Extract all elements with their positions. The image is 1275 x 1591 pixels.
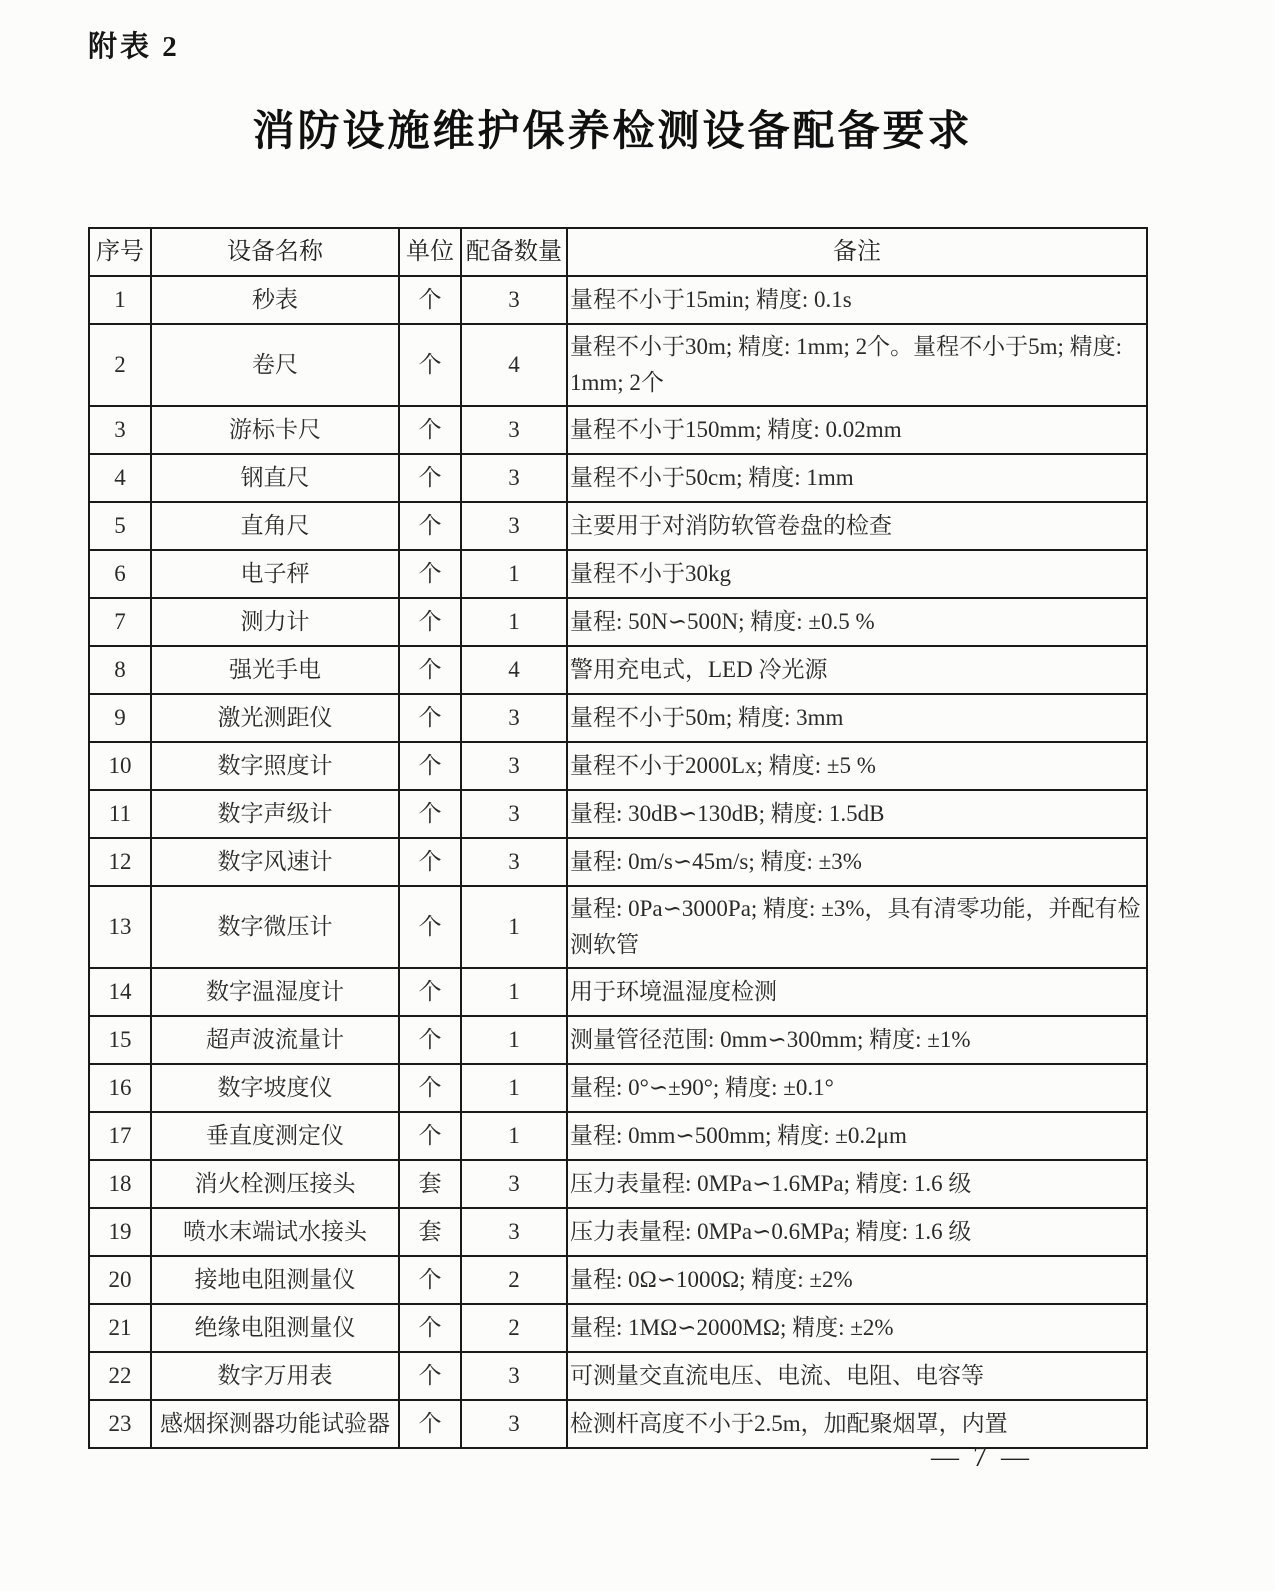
- table-row: [89, 646, 1147, 694]
- cell-equipment-name: 数字照度计: [151, 742, 399, 790]
- table-row: [89, 968, 1147, 1016]
- table-body: [89, 276, 1147, 1448]
- cell-notes: 可测量交直流电压、电流、电阻、电容等: [567, 1352, 1147, 1400]
- cell-index: 16: [89, 1064, 151, 1112]
- cell-unit: 个: [399, 646, 461, 694]
- col-header-quantity: 配备数量: [461, 228, 567, 276]
- cell-quantity: 2: [461, 1304, 567, 1352]
- table-row: [89, 276, 1147, 324]
- cell-unit: 个: [399, 1304, 461, 1352]
- cell-index: 21: [89, 1304, 151, 1352]
- cell-unit: 个: [399, 1064, 461, 1112]
- cell-index: 9: [89, 694, 151, 742]
- cell-unit: 个: [399, 502, 461, 550]
- cell-notes: 量程不小于30m; 精度: 1mm; 2个。量程不小于5m; 精度: 1mm; 2个: [567, 324, 1147, 406]
- table-row: [89, 1256, 1147, 1304]
- cell-notes: 量程: 1MΩ∽2000MΩ; 精度: ±2%: [567, 1304, 1147, 1352]
- cell-equipment-name: 数字万用表: [151, 1352, 399, 1400]
- cell-index: 22: [89, 1352, 151, 1400]
- cell-index: 3: [89, 406, 151, 454]
- cell-notes: 量程: 50N∽500N; 精度: ±0.5 %: [567, 598, 1147, 646]
- table-row: [89, 1352, 1147, 1400]
- equipment-table: [88, 227, 1148, 1449]
- page-number: — 7 —: [931, 1442, 1029, 1473]
- cell-unit: 个: [399, 1256, 461, 1304]
- cell-index: 15: [89, 1016, 151, 1064]
- table-row: [89, 694, 1147, 742]
- cell-notes: 量程不小于150mm; 精度: 0.02mm: [567, 406, 1147, 454]
- cell-index: 2: [89, 324, 151, 406]
- cell-notes: 量程不小于50cm; 精度: 1mm: [567, 454, 1147, 502]
- cell-equipment-name: 强光手电: [151, 646, 399, 694]
- cell-unit: 个: [399, 790, 461, 838]
- cell-quantity: 3: [461, 790, 567, 838]
- cell-notes: 量程: 0m/s∽45m/s; 精度: ±3%: [567, 838, 1147, 886]
- cell-index: 12: [89, 838, 151, 886]
- cell-index: 7: [89, 598, 151, 646]
- cell-equipment-name: 秒表: [151, 276, 399, 324]
- cell-equipment-name: 数字微压计: [151, 886, 399, 968]
- cell-quantity: 3: [461, 1208, 567, 1256]
- cell-equipment-name: 钢直尺: [151, 454, 399, 502]
- cell-unit: 个: [399, 454, 461, 502]
- cell-equipment-name: 喷水末端试水接头: [151, 1208, 399, 1256]
- cell-quantity: 3: [461, 1352, 567, 1400]
- cell-equipment-name: 游标卡尺: [151, 406, 399, 454]
- cell-index: 18: [89, 1160, 151, 1208]
- cell-equipment-name: 电子秤: [151, 550, 399, 598]
- cell-quantity: 3: [461, 502, 567, 550]
- cell-index: 6: [89, 550, 151, 598]
- cell-quantity: 4: [461, 324, 567, 406]
- cell-quantity: 1: [461, 550, 567, 598]
- cell-equipment-name: 数字坡度仪: [151, 1064, 399, 1112]
- cell-unit: 套: [399, 1160, 461, 1208]
- cell-quantity: 3: [461, 694, 567, 742]
- appendix-label: 附表 2: [88, 31, 180, 63]
- cell-unit: 个: [399, 886, 461, 968]
- page-title: 消防设施维护保养检测设备配备要求: [252, 109, 973, 155]
- cell-notes: 量程: 30dB∽130dB; 精度: 1.5dB: [567, 790, 1147, 838]
- cell-notes: 量程不小于50m; 精度: 3mm: [567, 694, 1147, 742]
- cell-unit: 个: [399, 276, 461, 324]
- cell-notes: 压力表量程: 0MPa∽0.6MPa; 精度: 1.6 级: [567, 1208, 1147, 1256]
- cell-quantity: 1: [461, 598, 567, 646]
- cell-index: 4: [89, 454, 151, 502]
- cell-notes: 量程: 0°∽±90°; 精度: ±0.1°: [567, 1064, 1147, 1112]
- cell-quantity: 3: [461, 742, 567, 790]
- cell-unit: 个: [399, 968, 461, 1016]
- cell-notes: 警用充电式，LED 冷光源: [567, 646, 1147, 694]
- cell-index: 13: [89, 886, 151, 968]
- cell-equipment-name: 数字温湿度计: [151, 968, 399, 1016]
- cell-unit: 个: [399, 406, 461, 454]
- cell-unit: 个: [399, 838, 461, 886]
- cell-unit: 个: [399, 694, 461, 742]
- cell-equipment-name: 激光测距仪: [151, 694, 399, 742]
- cell-equipment-name: 数字声级计: [151, 790, 399, 838]
- cell-index: 1: [89, 276, 151, 324]
- table-row: [89, 838, 1147, 886]
- cell-quantity: 1: [461, 886, 567, 968]
- cell-notes: 用于环境温湿度检测: [567, 968, 1147, 1016]
- table-row: [89, 886, 1147, 968]
- cell-index: 23: [89, 1400, 151, 1448]
- cell-equipment-name: 直角尺: [151, 502, 399, 550]
- col-header-notes: 备注: [567, 228, 1147, 276]
- cell-notes: 量程不小于2000Lx; 精度: ±5 %: [567, 742, 1147, 790]
- table-row: [89, 790, 1147, 838]
- cell-quantity: 1: [461, 968, 567, 1016]
- cell-unit: 个: [399, 598, 461, 646]
- cell-quantity: 3: [461, 1160, 567, 1208]
- cell-unit: 个: [399, 550, 461, 598]
- equipment-table-container: [88, 227, 1148, 1449]
- cell-unit: 个: [399, 1400, 461, 1448]
- cell-quantity: 3: [461, 406, 567, 454]
- cell-unit: 个: [399, 1112, 461, 1160]
- table-row: [89, 324, 1147, 406]
- col-header-name: 设备名称: [151, 228, 399, 276]
- cell-notes: 主要用于对消防软管卷盘的检查: [567, 502, 1147, 550]
- cell-quantity: 1: [461, 1112, 567, 1160]
- table-row: [89, 1160, 1147, 1208]
- table-row: [89, 1208, 1147, 1256]
- cell-quantity: 1: [461, 1064, 567, 1112]
- cell-quantity: 3: [461, 454, 567, 502]
- cell-notes: 量程: 0Ω∽1000Ω; 精度: ±2%: [567, 1256, 1147, 1304]
- cell-unit: 套: [399, 1208, 461, 1256]
- cell-index: 8: [89, 646, 151, 694]
- table-row: [89, 502, 1147, 550]
- table-row: [89, 742, 1147, 790]
- cell-quantity: 3: [461, 838, 567, 886]
- cell-index: 10: [89, 742, 151, 790]
- cell-index: 20: [89, 1256, 151, 1304]
- table-row: [89, 1400, 1147, 1448]
- cell-unit: 个: [399, 742, 461, 790]
- cell-unit: 个: [399, 1016, 461, 1064]
- cell-equipment-name: 感烟探测器功能试验器: [151, 1400, 399, 1448]
- cell-unit: 个: [399, 324, 461, 406]
- cell-notes: 量程不小于15min; 精度: 0.1s: [567, 276, 1147, 324]
- cell-notes: 压力表量程: 0MPa∽1.6MPa; 精度: 1.6 级: [567, 1160, 1147, 1208]
- cell-equipment-name: 测力计: [151, 598, 399, 646]
- table-row: [89, 1064, 1147, 1112]
- cell-notes: 量程: 0mm∽500mm; 精度: ±0.2μm: [567, 1112, 1147, 1160]
- cell-notes: 量程: 0Pa∽3000Pa; 精度: ±3%，具有清零功能，并配有检测软管: [567, 886, 1147, 968]
- cell-index: 17: [89, 1112, 151, 1160]
- cell-quantity: 4: [461, 646, 567, 694]
- cell-equipment-name: 消火栓测压接头: [151, 1160, 399, 1208]
- table-row: [89, 454, 1147, 502]
- cell-equipment-name: 垂直度测定仪: [151, 1112, 399, 1160]
- cell-index: 5: [89, 502, 151, 550]
- cell-unit: 个: [399, 1352, 461, 1400]
- cell-notes: 检测杆高度不小于2.5m，加配聚烟罩，内置: [567, 1400, 1147, 1448]
- cell-index: 19: [89, 1208, 151, 1256]
- cell-notes: 测量管径范围: 0mm∽300mm; 精度: ±1%: [567, 1016, 1147, 1064]
- table-row: [89, 1112, 1147, 1160]
- cell-equipment-name: 数字风速计: [151, 838, 399, 886]
- cell-quantity: 3: [461, 276, 567, 324]
- header-row: [89, 228, 1147, 276]
- table-row: [89, 1016, 1147, 1064]
- cell-equipment-name: 卷尺: [151, 324, 399, 406]
- cell-index: 11: [89, 790, 151, 838]
- cell-notes: 量程不小于30kg: [567, 550, 1147, 598]
- table-row: [89, 406, 1147, 454]
- cell-equipment-name: 绝缘电阻测量仪: [151, 1304, 399, 1352]
- table-row: [89, 1304, 1147, 1352]
- col-header-unit: 单位: [399, 228, 461, 276]
- cell-quantity: 1: [461, 1016, 567, 1064]
- cell-index: 14: [89, 968, 151, 1016]
- table-row: [89, 598, 1147, 646]
- cell-equipment-name: 接地电阻测量仪: [151, 1256, 399, 1304]
- cell-equipment-name: 超声波流量计: [151, 1016, 399, 1064]
- cell-quantity: 3: [461, 1400, 567, 1448]
- col-header-index: 序号: [89, 228, 151, 276]
- cell-quantity: 2: [461, 1256, 567, 1304]
- table-row: [89, 550, 1147, 598]
